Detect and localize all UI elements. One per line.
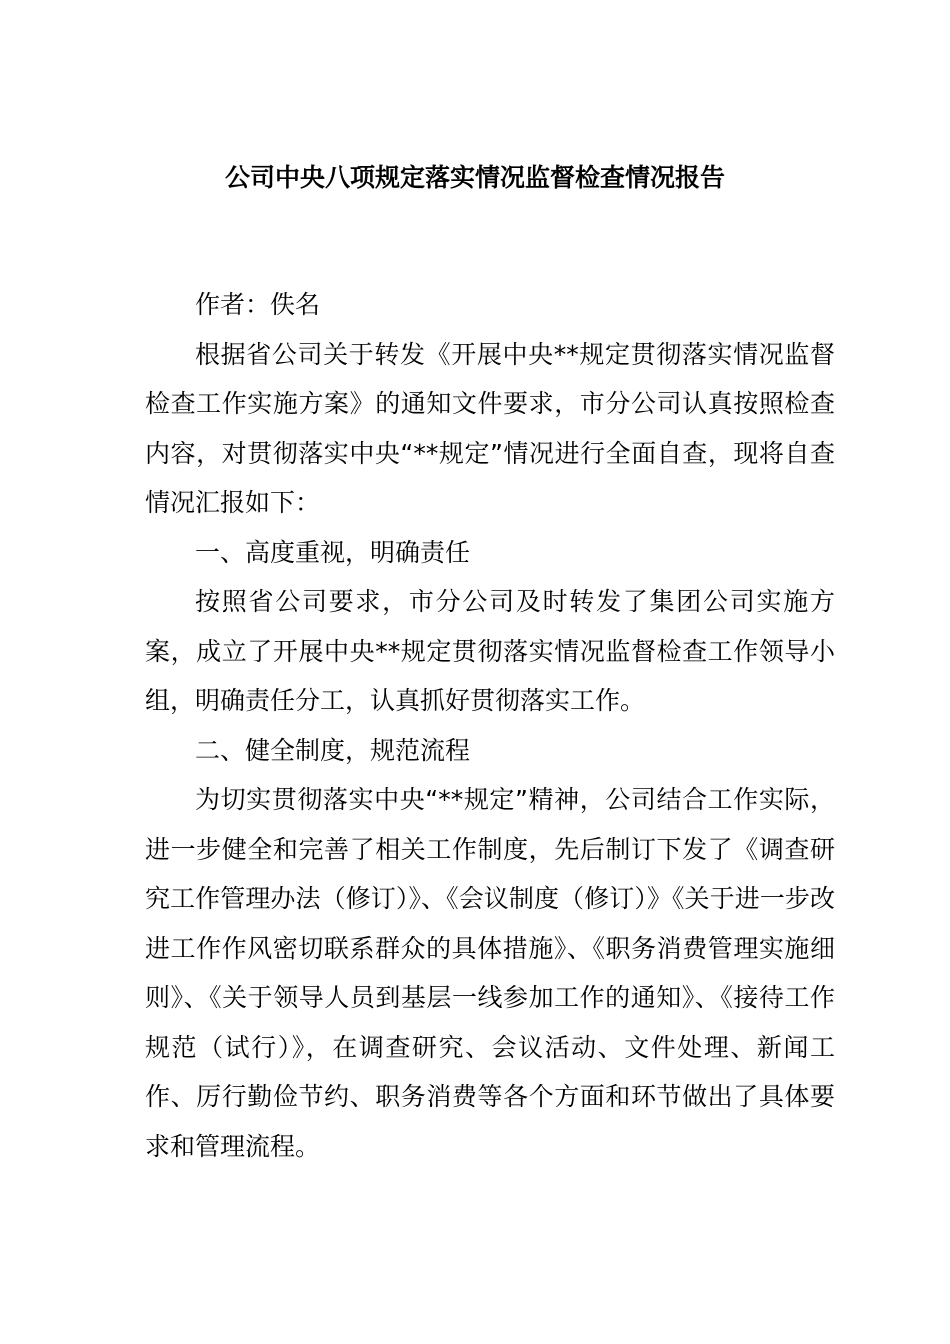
section-heading-2: 二、健全制度，规范流程 xyxy=(195,735,471,765)
section-1-paragraph: 按照省公司要求，市分公司及时转发了集团公司实施方案，成立了开展中央**规定贯彻落实情况监督检查工作领导小组，明确责任分工，认真抓好贯彻落实工作。 xyxy=(145,587,835,715)
section-2-paragraph: 为切实贯彻落实中央“**规定”精神，公司结合工作实际，进一步健全和完善了相关工作制度，先后制订下发了《调查研究工作管理办法（修订）》、《会议制度（修订）》《关于进一步改进工作作风密切联系群众的具体措施》、《职务消费管理实施细则》、《关于领导人员到基层一线参加工作的通知》、《接待工作规范（试行）》，在调查研究、会议活动、文件处理、新闻工作、厉行勤俭节约、职务消费等各个方面和环节做出了具体要求和管理流程。 xyxy=(145,785,835,1161)
document-body xyxy=(145,280,835,1171)
document-title: 公司中央八项规定落实情况监督检查情况报告 xyxy=(224,163,725,192)
author-line: 作者：佚名 xyxy=(195,290,321,319)
section-heading-1: 一、高度重视，明确责任 xyxy=(195,537,471,567)
intro-paragraph: 根据省公司关于转发《开展中央**规定贯彻落实情况监督检查工作实施方案》的通知文件要求，市分公司认真按照检查内容，对贯彻落实中央“**规定”情况进行全面自查，现将自查情况汇报如下： xyxy=(145,339,835,517)
